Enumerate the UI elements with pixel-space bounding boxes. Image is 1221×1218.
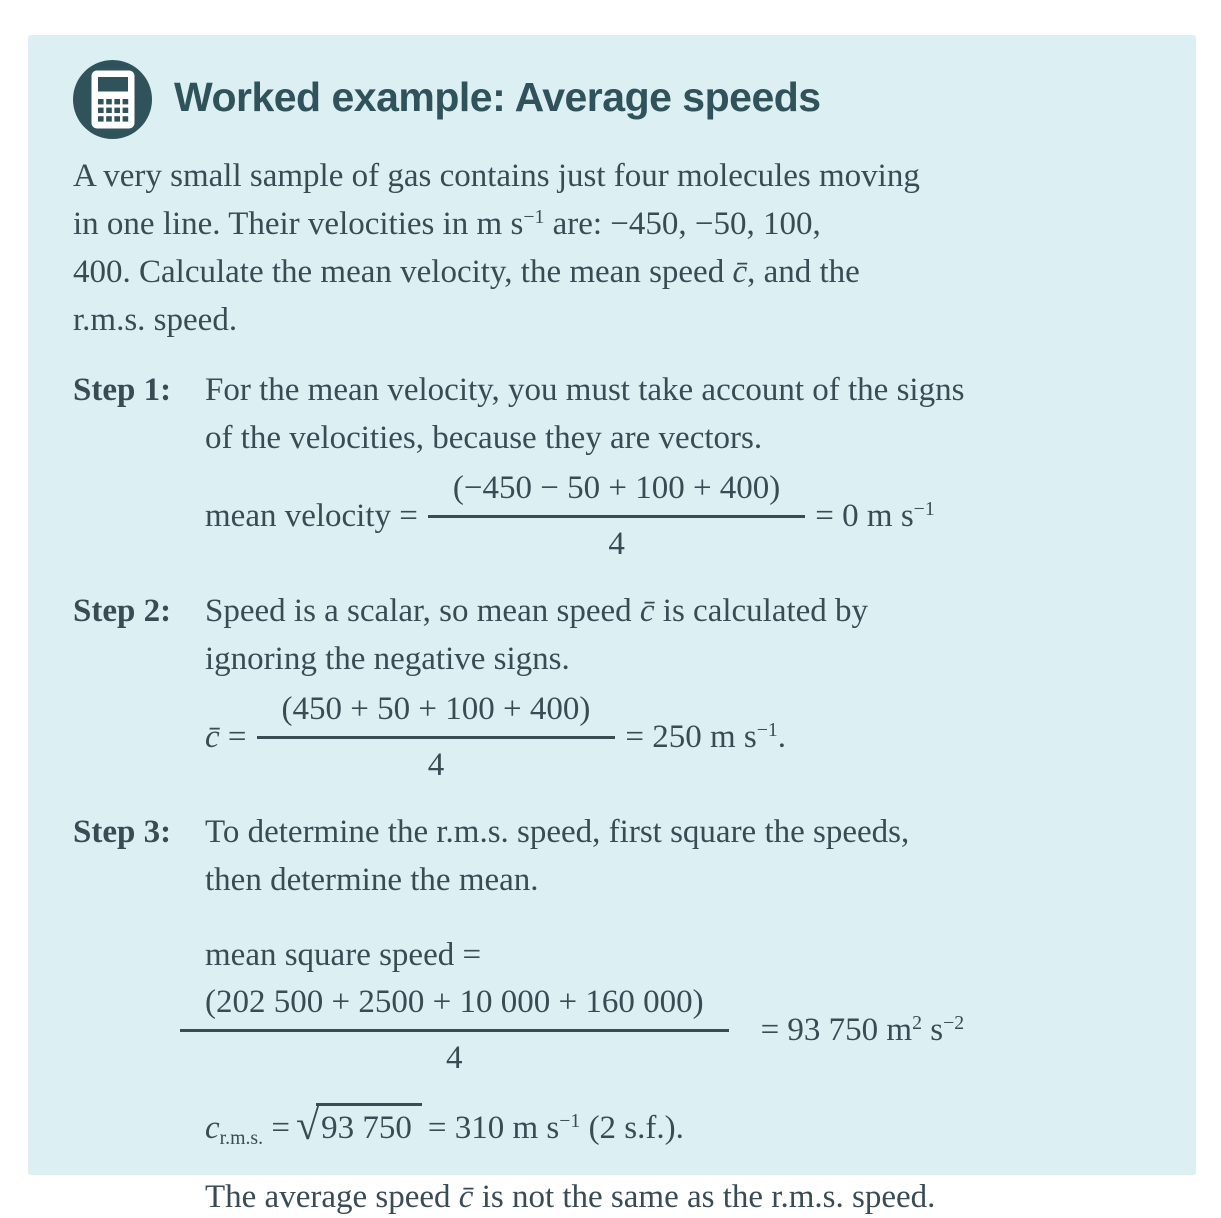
worked-example-box	[28, 35, 1196, 1215]
step-2-text-line: Speed is a scalar, so mean speed c̄ is calculated by	[205, 593, 869, 629]
fraction-numerator: (202 500 + 2500 + 10 000 + 160 000)	[180, 981, 729, 1032]
step-3-text-line: To determine the r.m.s. speed, first square the speeds,	[205, 814, 910, 850]
step-2	[73, 587, 1151, 786]
step-1-body	[205, 366, 1151, 565]
step-2-label: Step 2:	[73, 593, 172, 629]
fraction-denominator: 4	[427, 747, 445, 783]
intro-line: r.m.s. speed.	[73, 302, 238, 338]
formula-rhs: = 250 m $s^{-1}$.	[625, 719, 787, 755]
fraction-denominator: 4	[608, 526, 625, 562]
square-root: √ 93 750	[296, 1103, 422, 1148]
intro-paragraph	[73, 152, 1151, 344]
fraction	[428, 467, 805, 565]
step-1-text-line: of the velocities, because they are vectors.	[205, 420, 763, 456]
formula-lhs: mean velocity =	[205, 498, 418, 534]
step-3-body	[205, 808, 1151, 1218]
fraction	[257, 688, 616, 786]
step-1	[73, 366, 1151, 565]
formula-rhs: = 93 750 $m^2$ $s^{-2}$	[760, 1012, 965, 1048]
intro-line: in one line. Their velocities in m $s^{-1}$ are: −450, −50, 100,	[73, 206, 821, 242]
radicand: 93 750	[316, 1103, 422, 1148]
fraction-denominator: 4	[446, 1040, 463, 1076]
step-3-text-line: then determine the mean.	[205, 862, 539, 898]
step-2-text-line: ignoring the negative signs.	[205, 641, 570, 677]
mean-square-label: mean square speed =	[205, 937, 482, 973]
intro-line: 400. Calculate the mean velocity, the mean speed c̄, and the	[73, 254, 860, 290]
intro-line: A very small sample of gas contains just four molecules moving	[73, 158, 920, 194]
fraction-numerator: (−450 − 50 + 100 + 400)	[428, 467, 805, 518]
step-1-formula	[205, 467, 1151, 565]
calculator-glyph	[91, 70, 135, 129]
page-title: Worked example: Average speeds	[174, 74, 821, 120]
rms-formula	[205, 1103, 1151, 1152]
step-2-formula	[205, 688, 1151, 786]
formula-lhs: c̄ =	[205, 719, 247, 755]
formula-rhs: = 310 m $s^{-1}$ (2 s.f.).	[427, 1110, 684, 1146]
fraction-numerator: (450 + 50 + 100 + 400)	[257, 688, 616, 739]
step-2-body	[205, 587, 1151, 786]
step-3-label: Step 3:	[73, 814, 172, 850]
header	[57, 60, 1151, 139]
calculator-icon	[73, 60, 152, 139]
fraction	[180, 981, 729, 1079]
step-3	[73, 808, 1151, 1218]
formula-lhs: $c_{r.m.s.}$ =	[205, 1110, 290, 1149]
formula-rhs: = 0 m $s^{-1}$	[815, 498, 935, 534]
step-1-label: Step 1:	[73, 372, 172, 408]
conclusion-note: The average speed c̄ is not the same as the r.m.s. speed.	[205, 1179, 936, 1215]
mean-square-formula	[205, 981, 1151, 1079]
step-1-text-line: For the mean velocity, you must take account of the signs	[205, 372, 965, 408]
